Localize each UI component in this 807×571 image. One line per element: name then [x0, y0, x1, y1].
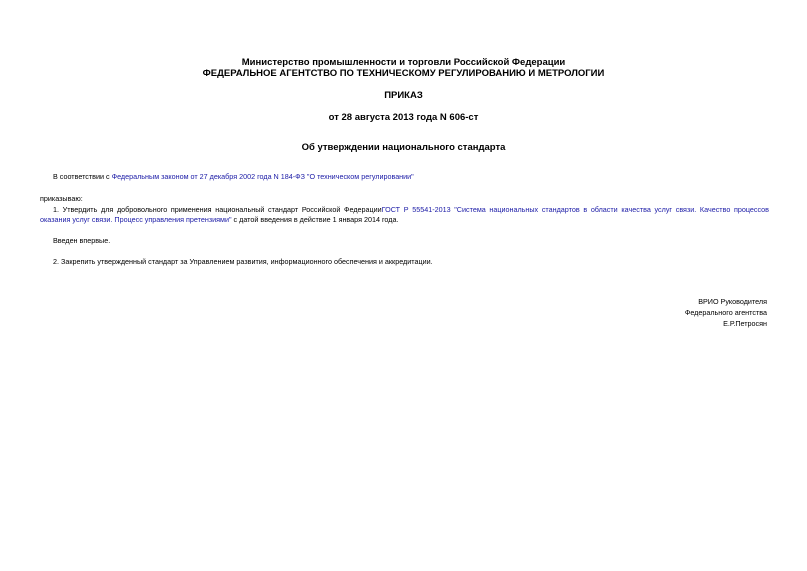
item1-line1: [53, 204, 769, 215]
item2-paragraph: 2. Закрепить утвержденный стандарт за Управлением развития, информационного обеспечения и аккредитации.: [53, 257, 433, 266]
preamble-paragraph: [53, 172, 414, 182]
federal-law-link[interactable]: Федеральным законом от 27 декабря 2002 года N 184-ФЗ "О техническом регулировании": [111, 172, 414, 181]
preamble-prefix: В соответствии с: [53, 172, 112, 181]
signature-position2: Федерального агентства: [684, 308, 767, 317]
signature-position1: ВРИО Руководителя: [698, 297, 767, 306]
agency-heading: ФЕДЕРАЛЬНОЕ АГЕНТСТВО ПО ТЕХНИЧЕСКОМУ РЕГУЛИРОВАНИЮ И МЕТРОЛОГИИ: [202, 68, 605, 79]
order-date-number: от 28 августа 2013 года N 606-ст: [328, 112, 479, 123]
order-type-heading: ПРИКАЗ: [384, 90, 423, 101]
signature-name: Е.Р.Петросян: [723, 319, 767, 328]
order-title: Об утверждении национального стандарта: [301, 142, 506, 153]
item1-suffix: с датой введения в действие 1 января 2014 года.: [231, 215, 399, 224]
ministry-heading: Министерство промышленности и торговли Российской Федерации: [241, 57, 566, 68]
item1-line2: [40, 215, 398, 225]
gost-link-line2[interactable]: оказания услуг связи. Процесс управления претензиями": [40, 215, 232, 224]
decree-word: приказываю:: [40, 194, 83, 203]
gost-link-line1[interactable]: ГОСТ Р 55541-2013 "Система национальных стандартов в области качества услуг связи. Качество процессов: [381, 205, 769, 214]
introduced-note: Введен впервые.: [53, 236, 111, 245]
item1-prefix: 1. Утвердить для добровольного применения национальный стандарт Российской Федерации: [53, 205, 382, 214]
